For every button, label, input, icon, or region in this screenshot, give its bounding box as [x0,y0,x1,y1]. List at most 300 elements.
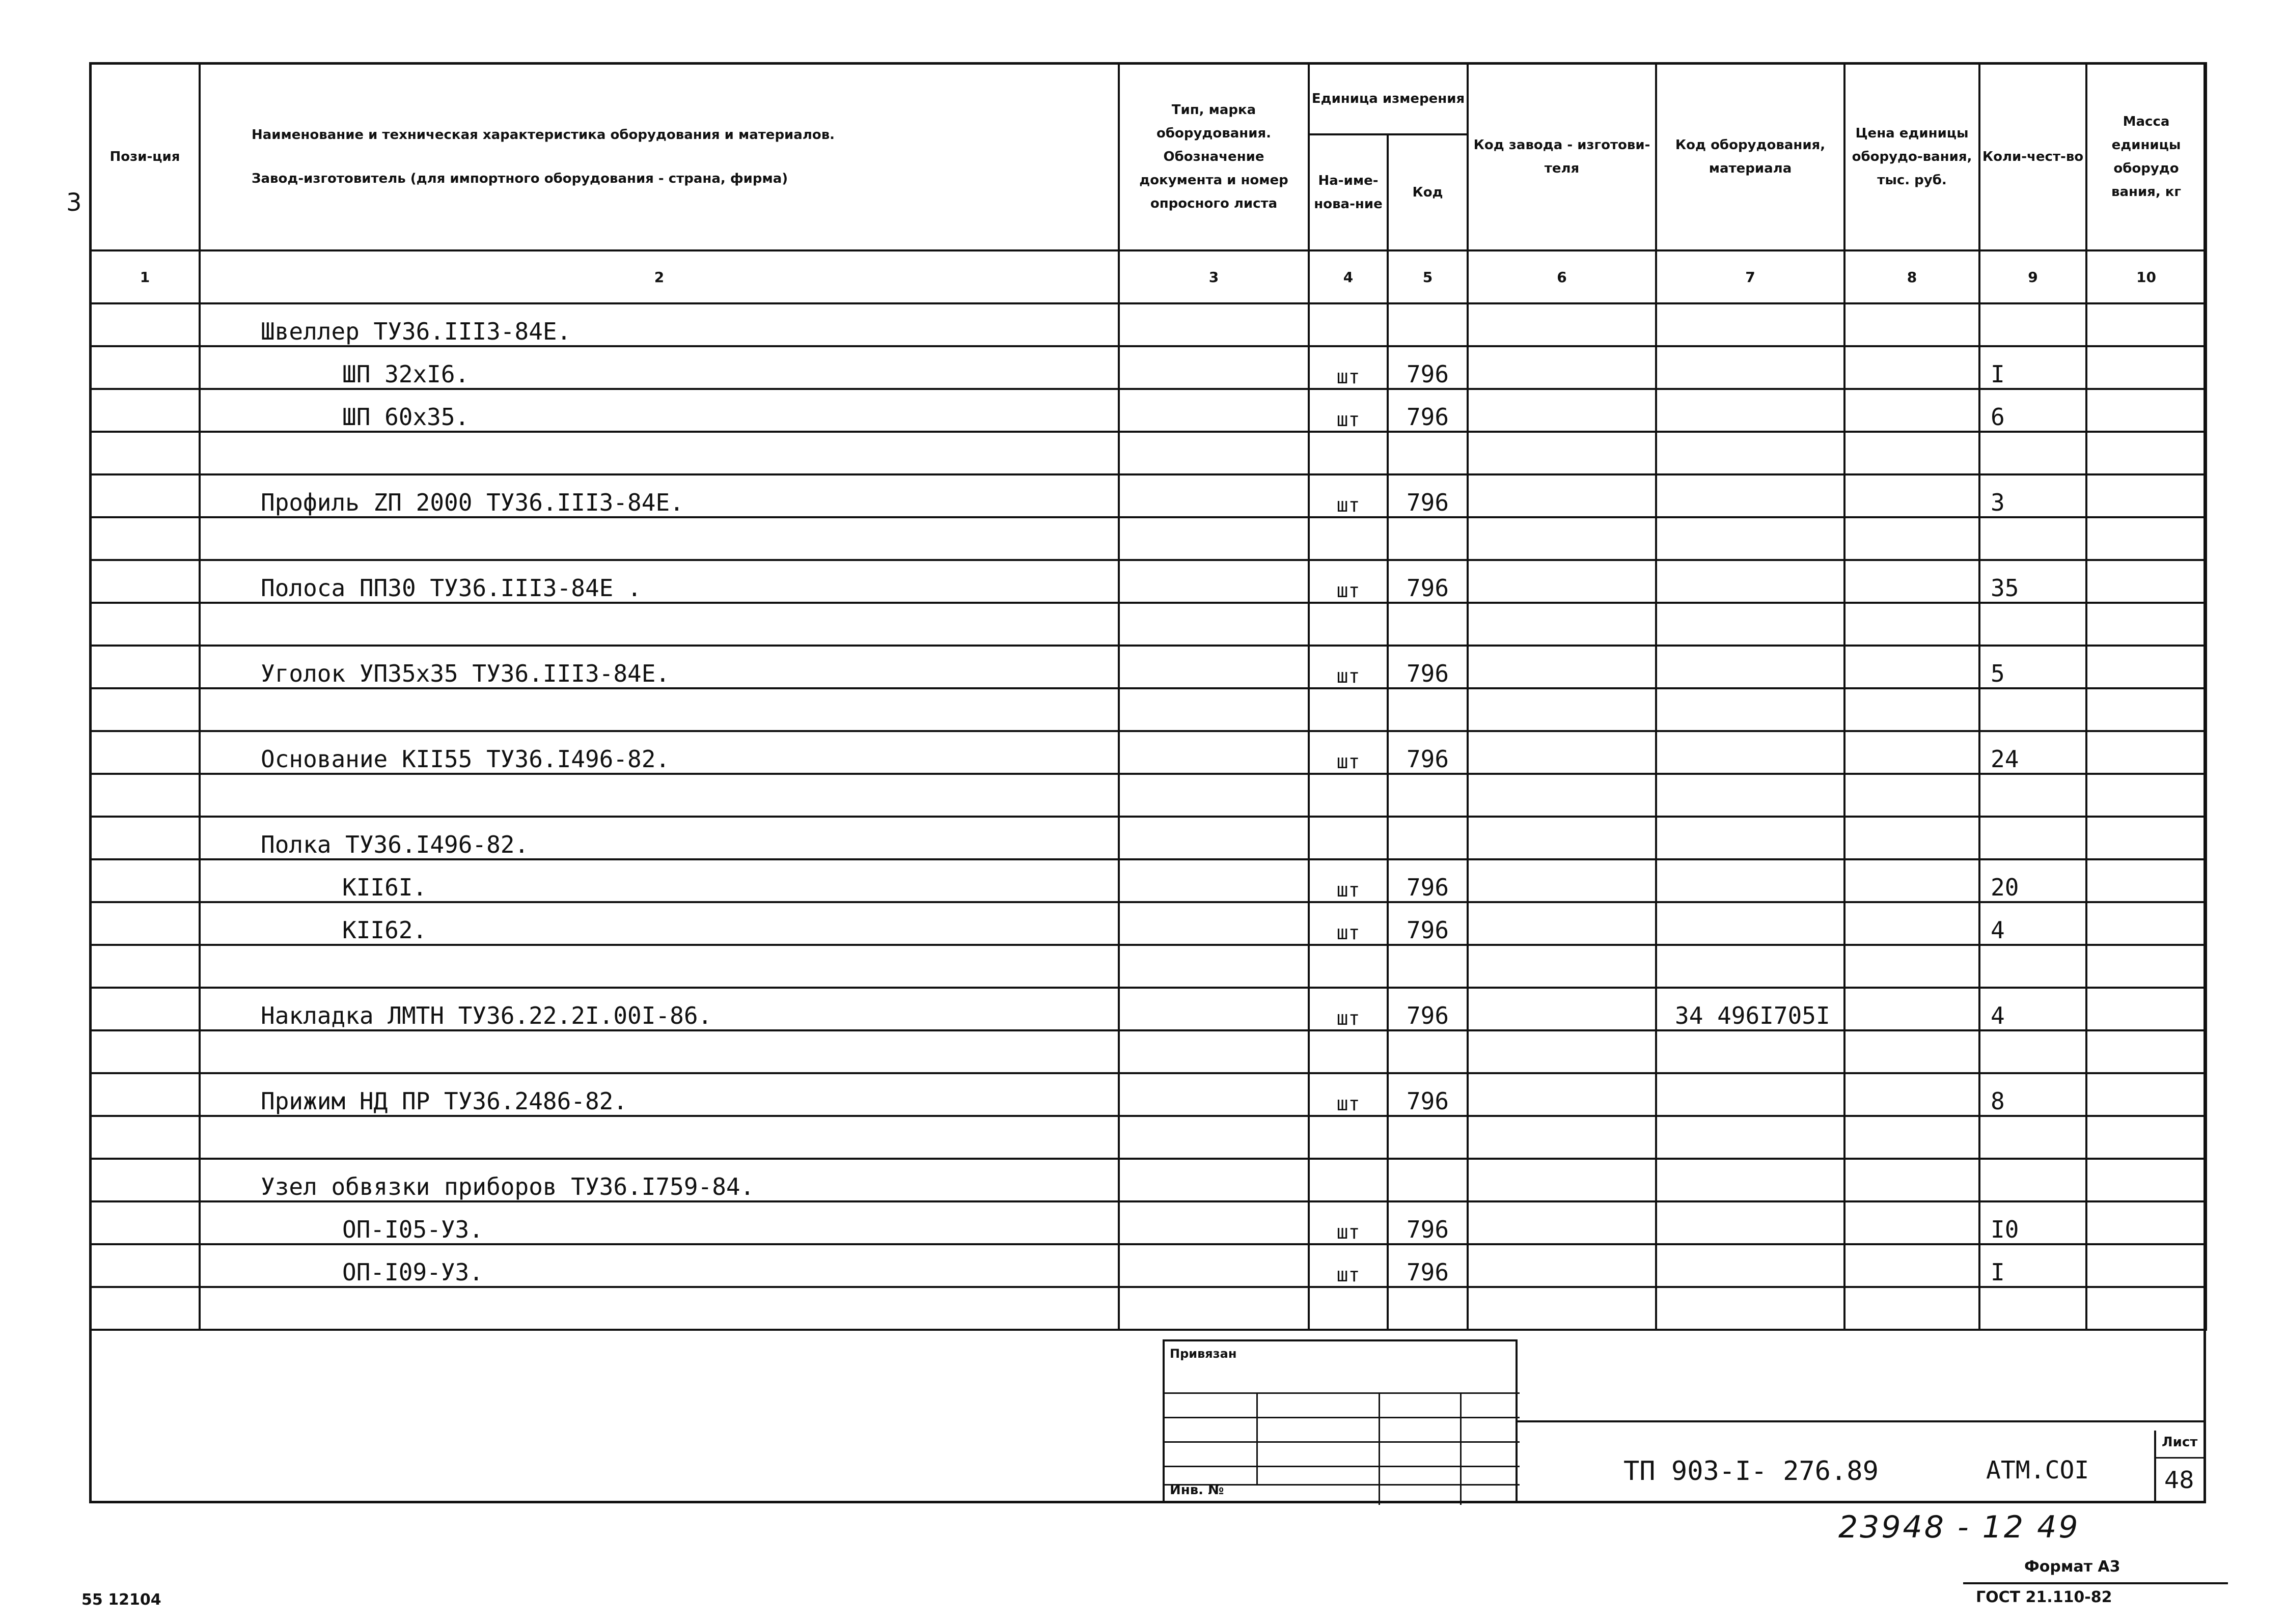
header-quantity: Коли-чест-во [1979,63,2086,250]
cell-quantity [1979,603,2086,646]
cell-type [1119,688,1309,731]
cell-mass [2086,731,2206,774]
cell-type [1119,1244,1309,1287]
cell-price [1844,1030,1979,1073]
cell-type [1119,988,1309,1030]
table-row [90,646,2206,688]
cell-name [200,432,1119,474]
cell-factory-code [1468,859,1656,902]
cell-equipment-code [1656,1073,1844,1116]
cell-factory-code [1468,474,1656,517]
cell-pos [90,517,200,560]
cell-equipment-code [1656,731,1844,774]
cell-mass [2086,432,2206,474]
cell-quantity: 6 [1979,389,2086,432]
cell-quantity [1979,774,2086,817]
cell-equipment-code [1656,1201,1844,1244]
cell-name: Швеллер ТУ36.III3-84Е. [200,303,1119,346]
cell-unit-code [1388,817,1468,859]
cell-name: Полка ТУ36.I496-82. [200,817,1119,859]
column-number-6: 6 [1468,250,1656,303]
cell-unit-code: 796 [1388,988,1468,1030]
table-row [90,560,2206,603]
cell-factory-code [1468,1287,1656,1330]
column-number-4: 4 [1309,250,1388,303]
cell-mass [2086,603,2206,646]
cell-unit-code: 796 [1388,346,1468,389]
cell-price [1844,1244,1979,1287]
cell-unit: шт [1309,731,1388,774]
stamp-rule [1165,1417,1520,1418]
cell-quantity [1979,432,2086,474]
cell-price [1844,945,1979,988]
table-row [90,731,2206,774]
cell-unit-code: 796 [1388,389,1468,432]
cell-unit-code [1388,1116,1468,1159]
header-equipment-code: Код оборудования, материала [1656,63,1844,250]
table-row [90,902,2206,945]
gost-label: ГОСТ 21.110-82 [1976,1588,2112,1606]
cell-price [1844,432,1979,474]
cell-mass [2086,1287,2206,1330]
table-row [90,346,2206,389]
cell-equipment-code [1656,1116,1844,1159]
cell-quantity [1979,303,2086,346]
cell-price [1844,688,1979,731]
table-row [90,774,2206,817]
table-row [90,474,2206,517]
cell-pos [90,646,200,688]
cell-unit: шт [1309,1201,1388,1244]
cell-unit-code: 796 [1388,560,1468,603]
cell-unit-code: 796 [1388,1244,1468,1287]
table-row [90,1244,2206,1287]
cell-mass [2086,774,2206,817]
column-number-1: 1 [90,250,200,303]
table-row [90,603,2206,646]
cell-pos [90,1073,200,1116]
cell-unit [1309,1116,1388,1159]
cell-quantity: 8 [1979,1073,2086,1116]
stamp-rule [1460,1392,1462,1505]
cell-quantity [1979,517,2086,560]
table-row [90,817,2206,859]
cell-quantity: 5 [1979,646,2086,688]
cell-factory-code [1468,1159,1656,1201]
cell-pos [90,1116,200,1159]
cell-quantity: I0 [1979,1201,2086,1244]
table-row [90,988,2206,1030]
cell-equipment-code [1656,774,1844,817]
cell-equipment-code [1656,346,1844,389]
cell-unit-code [1388,774,1468,817]
cell-factory-code [1468,988,1656,1030]
cell-pos [90,817,200,859]
cell-equipment-code [1656,817,1844,859]
column-number-10: 10 [2086,250,2206,303]
cell-unit [1309,517,1388,560]
footer-rule [1963,1582,2228,1584]
cell-unit: шт [1309,1073,1388,1116]
cell-pos [90,1201,200,1244]
header-position: Пози-ция [90,63,200,250]
cell-unit [1309,817,1388,859]
header-unit-name: На-име-нова-ние [1309,134,1388,250]
cell-price [1844,474,1979,517]
stamp-rule [1165,1441,1520,1443]
cell-unit: шт [1309,1244,1388,1287]
cell-name [200,603,1119,646]
cell-quantity [1979,1159,2086,1201]
cell-unit-code: 796 [1388,1073,1468,1116]
table-row [90,1159,2206,1201]
sheet-label: Лист [2162,1435,2198,1450]
stamp-rule [1165,1392,1520,1394]
cell-price [1844,346,1979,389]
cell-price [1844,988,1979,1030]
cell-price [1844,560,1979,603]
header-name-line2: Завод-изготовитель (для импортного оборудования - страна, фирма) [252,171,788,186]
sheet-number: 48 [2164,1466,2194,1494]
cell-type [1119,1287,1309,1330]
cell-type [1119,1073,1309,1116]
cell-factory-code [1468,346,1656,389]
cell-name: КII6I. [200,859,1119,902]
cell-type [1119,1201,1309,1244]
cell-pos [90,346,200,389]
cell-type [1119,817,1309,859]
column-number-5: 5 [1388,250,1468,303]
cell-quantity [1979,1116,2086,1159]
stamp-label: Привязан [1170,1347,1237,1361]
cell-quantity: I [1979,1244,2086,1287]
cell-type [1119,474,1309,517]
cell-equipment-code [1656,859,1844,902]
cell-price [1844,817,1979,859]
handwritten-number: 23948 - 12 49 [1838,1509,2080,1545]
cell-pos [90,432,200,474]
cell-equipment-code [1656,1244,1844,1287]
header-name-line1: Наименование и техническая характеристика оборудования и материалов. [252,127,835,143]
cell-price [1844,646,1979,688]
cell-price [1844,1073,1979,1116]
cell-quantity [1979,688,2086,731]
cell-pos [90,1244,200,1287]
binding-stamp [1163,1339,1518,1503]
table-row [90,389,2206,432]
cell-equipment-code [1656,1287,1844,1330]
cell-unit-code [1388,1159,1468,1201]
cell-price [1844,517,1979,560]
cell-name [200,1116,1119,1159]
cell-pos [90,945,200,988]
cell-unit-code [1388,1287,1468,1330]
cell-mass [2086,1030,2206,1073]
cell-unit: шт [1309,389,1388,432]
cell-pos [90,560,200,603]
cell-unit-code: 796 [1388,902,1468,945]
cell-pos [90,474,200,517]
cell-price [1844,1116,1979,1159]
cell-equipment-code [1656,603,1844,646]
cell-name: Профиль ZП 2000 ТУ36.III3-84Е. [200,474,1119,517]
cell-factory-code [1468,1030,1656,1073]
cell-pos [90,688,200,731]
cell-unit-code [1388,1030,1468,1073]
column-number-8: 8 [1844,250,1979,303]
cell-equipment-code [1656,1159,1844,1201]
cell-factory-code [1468,1073,1656,1116]
cell-pos [90,988,200,1030]
cell-name: КII62. [200,902,1119,945]
cell-price [1844,1159,1979,1201]
cell-unit-code: 796 [1388,859,1468,902]
cell-pos [90,1287,200,1330]
cell-type [1119,774,1309,817]
cell-factory-code [1468,646,1656,688]
cell-equipment-code: 34 496I705I [1656,988,1844,1030]
cell-type [1119,1116,1309,1159]
header-type: Тип, марка оборудования. Обозначение документа и номер опросного листа [1119,63,1309,250]
cell-factory-code [1468,774,1656,817]
cell-mass [2086,474,2206,517]
cell-unit: шт [1309,859,1388,902]
cell-mass [2086,517,2206,560]
cell-name: Основание КII55 ТУ36.I496-82. [200,731,1119,774]
cell-pos [90,859,200,902]
cell-equipment-code [1656,945,1844,988]
cell-quantity: 20 [1979,859,2086,902]
cell-unit-code [1388,945,1468,988]
bottom-number: 55 12104 [81,1591,161,1609]
cell-unit [1309,1287,1388,1330]
cell-price [1844,303,1979,346]
cell-factory-code [1468,389,1656,432]
cell-pos [90,303,200,346]
cell-unit [1309,1159,1388,1201]
cell-pos [90,774,200,817]
cell-quantity: I [1979,346,2086,389]
cell-equipment-code [1656,646,1844,688]
cell-unit-code: 796 [1388,474,1468,517]
cell-mass [2086,560,2206,603]
cell-type [1119,389,1309,432]
cell-unit [1309,945,1388,988]
cell-price [1844,1201,1979,1244]
cell-mass [2086,646,2206,688]
table-row [90,688,2206,731]
table-row [90,517,2206,560]
table-row [90,1287,2206,1330]
header-name [200,63,1119,250]
cell-factory-code [1468,303,1656,346]
cell-name: Прижим НД ПР ТУ36.2486-82. [200,1073,1119,1116]
cell-price [1844,774,1979,817]
header-unit-code: Код [1388,134,1468,250]
cell-factory-code [1468,432,1656,474]
cell-mass [2086,945,2206,988]
cell-price [1844,859,1979,902]
cell-factory-code [1468,1201,1656,1244]
cell-type [1119,902,1309,945]
cell-factory-code [1468,731,1656,774]
table-row [90,859,2206,902]
document-code: ТП 903-I- 276.89 [1623,1456,1879,1487]
cell-pos [90,1030,200,1073]
cell-unit-code [1388,432,1468,474]
header-mass: Масса единицы оборудо вания, кг [2086,63,2206,250]
cell-unit-code [1388,688,1468,731]
cell-quantity [1979,1030,2086,1073]
cell-unit: шт [1309,988,1388,1030]
inventory-number-label: Инв. № [1170,1482,1224,1498]
cell-factory-code [1468,1244,1656,1287]
cell-factory-code [1468,1116,1656,1159]
cell-price [1844,389,1979,432]
cell-mass [2086,1073,2206,1116]
cell-equipment-code [1656,1030,1844,1073]
cell-quantity: 35 [1979,560,2086,603]
cell-quantity: 4 [1979,902,2086,945]
cell-price [1844,731,1979,774]
table-row [90,1201,2206,1244]
cell-factory-code [1468,560,1656,603]
table-row [90,1073,2206,1116]
cell-type [1119,560,1309,603]
cell-factory-code [1468,603,1656,646]
cell-quantity: 3 [1979,474,2086,517]
cell-pos [90,1159,200,1201]
cell-mass [2086,688,2206,731]
stamp-rule [1379,1392,1380,1505]
header-factory-code: Код завода - изготови-теля [1468,63,1656,250]
cell-equipment-code [1656,902,1844,945]
stamp-rule [1165,1466,1520,1467]
cell-name [200,517,1119,560]
cell-mass [2086,902,2206,945]
cell-mass [2086,1116,2206,1159]
column-number-row [90,250,2206,303]
table-row [90,945,2206,988]
cell-unit: шт [1309,474,1388,517]
cell-name [200,1287,1119,1330]
cell-type [1119,432,1309,474]
cell-name [200,688,1119,731]
cell-mass [2086,859,2206,902]
cell-equipment-code [1656,560,1844,603]
header-unit: Единица измерения [1309,63,1468,134]
cell-price [1844,902,1979,945]
cell-unit: шт [1309,560,1388,603]
cell-unit [1309,774,1388,817]
cell-factory-code [1468,517,1656,560]
cell-mass [2086,1201,2206,1244]
cell-name: Накладка ЛМТН ТУ36.22.2I.00I-86. [200,988,1119,1030]
stamp-rule [1256,1392,1258,1484]
cell-factory-code [1468,945,1656,988]
cell-quantity: 4 [1979,988,2086,1030]
cell-equipment-code [1656,474,1844,517]
cell-unit-code [1388,303,1468,346]
cell-type [1119,603,1309,646]
format-label: Формат А3 [2024,1558,2120,1576]
cell-name [200,945,1119,988]
column-number-7: 7 [1656,250,1844,303]
cell-unit-code: 796 [1388,646,1468,688]
cell-equipment-code [1656,389,1844,432]
cell-unit [1309,1030,1388,1073]
cell-unit-code [1388,517,1468,560]
cell-name: ШП 32хI6. [200,346,1119,389]
cell-quantity [1979,945,2086,988]
cell-unit-code [1388,603,1468,646]
cell-mass [2086,303,2206,346]
cell-name: Узел обвязки приборов ТУ36.I759-84. [200,1159,1119,1201]
cell-pos [90,603,200,646]
cell-mass [2086,988,2206,1030]
cell-name: Полоса ПП30 ТУ36.III3-84Е . [200,560,1119,603]
cell-mass [2086,1159,2206,1201]
specification-table [89,62,2207,1331]
cell-type [1119,1030,1309,1073]
cell-factory-code [1468,688,1656,731]
cell-unit: шт [1309,902,1388,945]
cell-pos [90,731,200,774]
cell-type [1119,1159,1309,1201]
table-row [90,432,2206,474]
cell-quantity [1979,817,2086,859]
cell-unit [1309,432,1388,474]
cell-equipment-code [1656,303,1844,346]
cell-factory-code [1468,902,1656,945]
cell-pos [90,389,200,432]
cell-quantity: 24 [1979,731,2086,774]
cell-equipment-code [1656,432,1844,474]
cell-unit-code: 796 [1388,1201,1468,1244]
cell-unit: шт [1309,646,1388,688]
cell-quantity [1979,1287,2086,1330]
cell-name: ОП-I09-У3. [200,1244,1119,1287]
cell-price [1844,1287,1979,1330]
cell-unit [1309,688,1388,731]
column-number-9: 9 [1979,250,2086,303]
cell-type [1119,731,1309,774]
cell-type [1119,517,1309,560]
cell-name: ШП 60х35. [200,389,1119,432]
column-number-2: 2 [200,250,1119,303]
cell-factory-code [1468,817,1656,859]
header-price: Цена единицы оборудо-вания, тыс. руб. [1844,63,1979,250]
cell-unit [1309,303,1388,346]
cell-mass [2086,346,2206,389]
cell-unit: шт [1309,346,1388,389]
cell-mass [2086,817,2206,859]
cell-pos [90,902,200,945]
margin-mark: 3 [66,188,82,217]
column-number-3: 3 [1119,250,1309,303]
cell-unit-code: 796 [1388,731,1468,774]
sheet-divider [2154,1457,2205,1459]
cell-equipment-code [1656,688,1844,731]
cell-type [1119,859,1309,902]
cell-name: ОП-I05-У3. [200,1201,1119,1244]
table-row [90,1030,2206,1073]
cell-unit [1309,603,1388,646]
cell-mass [2086,1244,2206,1287]
document-mark: АТМ.СОI [1986,1456,2089,1485]
table-row [90,1116,2206,1159]
cell-equipment-code [1656,517,1844,560]
